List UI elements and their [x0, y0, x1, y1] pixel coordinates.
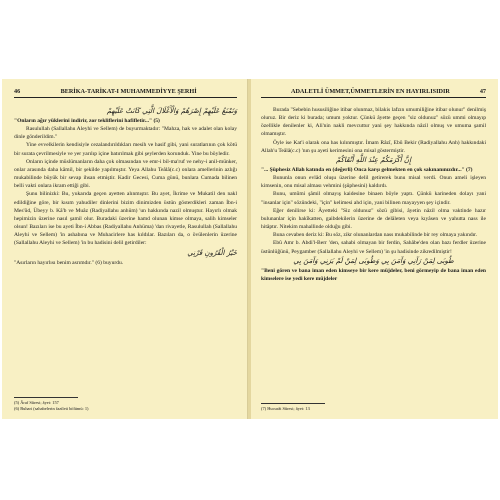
left-header [14, 88, 237, 98]
paragraph: "... Şüphesiz Allah katında en (değerli) Onca karşı gelmekten en çok sakınanınızdır..." (7) [261, 166, 473, 173]
arabic-verse: خَيْرُ الْقُرُونِ قَرْنِي [187, 248, 237, 257]
paragraph: Onların içinde müslümanların daha çok olmasından ve emr-i bil-ma'ruf ve nehy-i anil-münker, onlar arasında daha kâmil, bir şekilde yapılmıştır. Yeya Allahu Teâlâ(c.c) onlara amellerinin azlığı mukabilinde büyük bir sevap ihsan etmiştir. Kadir Gecesi, Cuma günü, bunlara Cumada bilinen belli vakti onlara ikram ettiği gibi. [14, 158, 237, 190]
footnotes [261, 403, 486, 412]
paragraph: Bununla onun evlâd oluşu üzerine delil getirerek bunu misal verdi. Onun ameli işleyen kimsenin, onu misal alması vehmini (şüphesini) kaldırdı. [261, 175, 486, 190]
paragraph: Yine evvelkilerin kendisiyle cezalandırıldıkları mesih ve hasif gibi, yani suratlarının çok kötü bir surata çevrilmesiyle ve yer yarılıp içine batırılmak gibi şeylerden korunduk. Yine bu böyledir. [14, 142, 237, 157]
right-page [251, 79, 498, 419]
running-title: ADALETLİ ÜMMET,ÜMMETLERİN EN HAYIRLISIDIR [290, 88, 450, 95]
book-spread [2, 79, 498, 419]
footnote: (6) Buhari (sahabelerin fazileti bölümü: 1) [14, 406, 89, 411]
arabic-verse: طُوبَى لِمَنْ رَآنِي وَآمَنَ بِي وَطُوبَى لِمَنْ لَمْ يَرَنِي وَآمَنَ بِي [293, 256, 454, 265]
right-header [261, 88, 486, 98]
paragraph: "Onların ağır yüklerini indirir, zor tekliflerini hafifletir..." (5) [14, 118, 160, 124]
left-page [2, 79, 248, 419]
footnote: (7) Hucurât Sûresi; âyet: 13 [261, 406, 310, 411]
arabic-verse: وَتَمْنَعُ عَلَيْهِمْ إِصْرَهُمْ وَالْأَغْلَالَ الَّتِي كَانَتْ عَلَيْهِمْ [106, 107, 237, 115]
paragraph: Ebû Amr b. Abdi'l-Berr 'den, sahabi olmayan bir ferdin, Sahâbe'den olan bazı ferdler üzerine üstünlüğünü, Peygamber (Sallallahu Aleyhi ve Sellem) 'in şu hadisinde zikredilmiştir! [261, 240, 486, 255]
right-body [261, 106, 486, 283]
page-number: 47 [479, 88, 486, 95]
paragraph: Rasulullah (Sallallahu Aleyhi ve Sellem) de buyurmaktadır: "Mahza, hak ve adalet olan kolay dinle gönderildim." [14, 126, 237, 141]
footnote: (5) Âraf Sûresi; âyet: 157 [14, 400, 59, 405]
paragraph: "Asırların hayırlısı benim asrımdır." (6) buyurdu. [14, 259, 124, 266]
paragraph: Şunu bilinizki: Bu, yukarıda geçen ayetten alınmıştır. Bu ayet, İkrime ve Mukatil den nakl edildiğine göre, bir kısım yahudiler dinlerini bizim dinimizden üstün gösterdikleri zaman İbn-i Mes'ûd, Übeyy b. Kâ'b ve Muâz (Radiyallahu anhüm) 'un hakkında nazil olmuştur. Hayırlı olmak hepimizin üzerine nasıl şamil olur. Buradaki üzerine hamd olunan kimse olmaya, salih kimseler olsun! Bazıları ise bu ayeti İbn-i Abbas (Radiyallahu Anhüma) 'dan rivayetle, Rasulullah (Sallallahu Aleyhi ve Sellem) 'in ashabına ve Muhacirlere has kıldılar. Bazıları da, o övülenlerin üzerine (Sallallahu Aleyhi ve Sellem) 'in bu hadisini delil getirdiler: [14, 191, 237, 247]
arabic-verse: إِنَّ أَكْرَمَكُمْ عِنْدَ اللَّهِ أَتْقَاكُمْ [335, 155, 412, 164]
running-title: BERİKA-TARİKAT-I MUHAMMEDİYYE ŞERHİ [60, 88, 197, 95]
footnotes [14, 397, 237, 412]
paragraph: Bunu, umûmi şâmil olmayış kaidesine binaen böyle yaptı. Çünkü karineden dolayı yani "insanlar için" sözündeki, "için" kelimesi ahd için, yani bilinen mayayyen şey içindir. [261, 191, 486, 206]
paragraph: Eğer denilirse ki: Âyetteki "Siz oldunuz" sözü gibisi, âyetin nâzil olma vaktinde hazır bulunanlar için hakîkatten, gaibdekilerin üzerine de delâleten veya kıyâsen ve yahutta nass ile hitâptır. Nitekim mahallinde olduğu gibi. [261, 207, 486, 231]
left-body [14, 106, 237, 267]
paragraph: Öyle ise Kat'i olarak ona has kılınmıştır. İmam Râzî, Ebû Bekir (Radiyallahu Anh) hakkındaki Allah'u Teâlâ(c.c) 'nın şu ayeti kerimesini ona misal göstermiştir. [261, 139, 486, 154]
paragraph: Buna cevaben deriz ki: Bu söz, zikr olunanlardan nass mukabilinde bir rey olmaya yakındır. [273, 232, 478, 239]
paragraph: Burada "Sebebin hususiliğine itibar olunmaz, bilakis lafzın umumiliğine itibar olunur" denilmiş oluruz. Bir deriz ki burada; umum yoktur. Çünkü âyette geçen "siz oldunuz" sözü ummi olmayıp özellikle denilenler ki, Ali'nin nakli mevcuttur yani şey hakkında nâzil olmuş ve umuma şamil olmamıştır. [261, 107, 486, 138]
page-number: 46 [14, 88, 21, 95]
paragraph: "Beni gören ve bana iman eden kimseye bir kere müjdeler, beni görmeyip de bana iman eden kimselere ise yedi kere müjdeler [261, 267, 486, 282]
